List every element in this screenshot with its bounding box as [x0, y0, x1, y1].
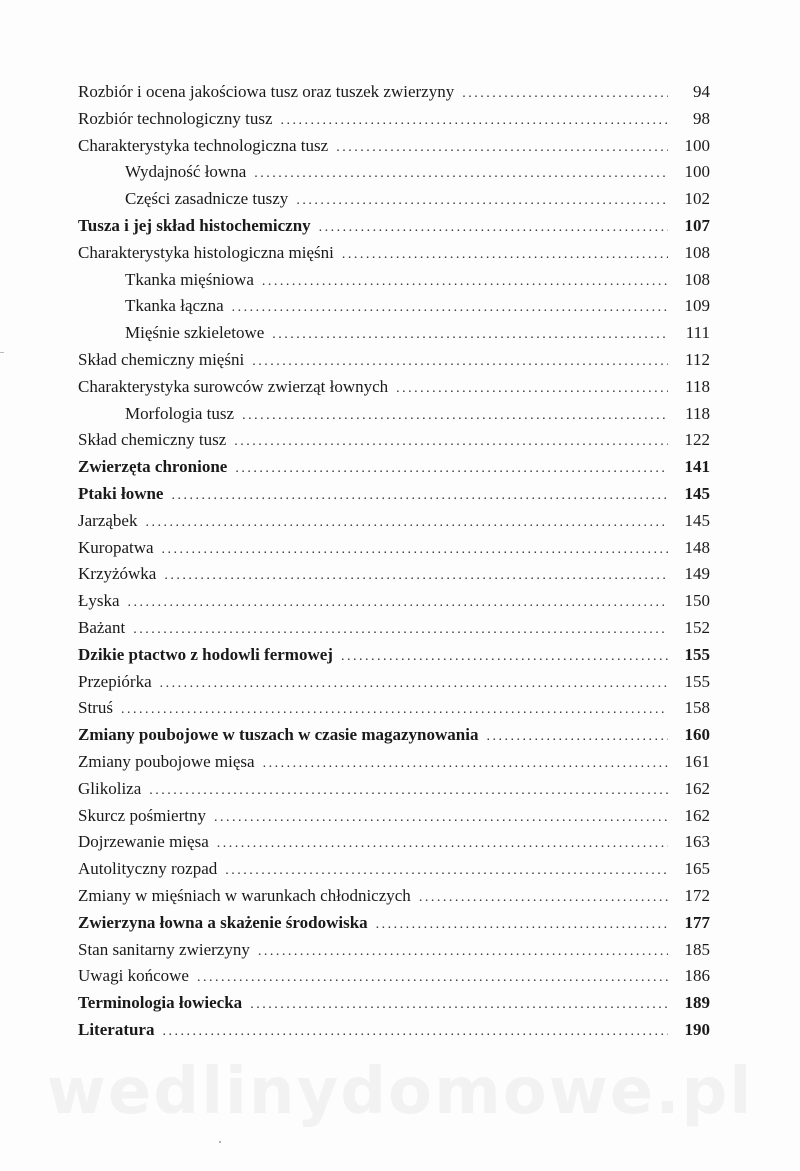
dot-leader [234, 432, 668, 452]
toc-entry-page-number: 152 [684, 617, 710, 637]
toc-entry-page-number: 145 [684, 483, 710, 503]
dot-leader [263, 754, 668, 774]
paper-speck [219, 1141, 221, 1143]
toc-entry [78, 79, 710, 106]
toc-entry-page-number: 108 [684, 269, 710, 289]
toc-entry [78, 776, 710, 803]
toc-entry-page-number: 189 [684, 993, 710, 1013]
toc-entry [78, 695, 710, 722]
dot-leader [225, 861, 668, 881]
toc-entry [78, 963, 710, 990]
toc-entry [78, 293, 710, 320]
toc-entry-title: Zwierzyna łowna a skażenie środowiska [78, 912, 368, 932]
watermark [0, 1055, 800, 1129]
toc-entry-page-number: 162 [684, 805, 710, 825]
toc-entry-page-number: 102 [684, 189, 710, 209]
dot-leader [160, 674, 668, 694]
toc-entry-page-number: 155 [684, 671, 710, 691]
toc-entry [78, 186, 710, 213]
dot-leader [272, 325, 668, 345]
toc-entry-page-number: 94 [693, 82, 710, 101]
toc-entry-page-number: 165 [684, 859, 710, 879]
toc-entry-title: Zmiany w mięśniach w warunkach chłodniczych [78, 885, 411, 905]
toc-entry-page-number: 141 [684, 457, 710, 477]
toc-entry-page-number: 155 [684, 644, 710, 664]
toc-entry-title: Skurcz pośmiertny [78, 805, 206, 825]
dot-leader [252, 352, 668, 372]
dot-leader [486, 727, 668, 747]
dot-leader [121, 700, 668, 720]
toc-entry-title: Glikoliza [78, 778, 142, 798]
toc-entry [78, 910, 710, 937]
dot-leader [396, 379, 668, 399]
toc-entry-title: Struś [78, 698, 113, 718]
toc-entry-title: Skład chemiczny mięśni [78, 349, 245, 369]
dot-leader [296, 191, 668, 211]
toc-entry-title: Zwierzęta chronione [78, 457, 228, 477]
dot-leader [162, 540, 668, 560]
toc-entry [78, 856, 710, 883]
dot-leader [145, 513, 668, 533]
toc-entry [78, 642, 710, 669]
dot-leader [262, 272, 668, 292]
toc-entry-page-number: 190 [684, 1019, 710, 1039]
table-of-contents [78, 79, 710, 1044]
toc-entry-page-number: 98 [693, 108, 710, 128]
dot-leader [171, 486, 668, 506]
toc-entry-page-number: 148 [684, 537, 710, 557]
toc-entry-page-number: 112 [685, 349, 710, 369]
toc-entry [78, 508, 710, 535]
toc-entry-page-number: 100 [684, 162, 710, 182]
toc-entry [78, 561, 710, 588]
toc-entry [78, 937, 710, 964]
toc-entry-page-number: 109 [684, 296, 710, 316]
toc-entry [78, 401, 710, 428]
dot-leader [336, 138, 668, 158]
toc-entry-page-number: 177 [684, 912, 710, 932]
toc-entry-title: Zmiany poubojowe w tuszach w czasie magazynowania [78, 725, 479, 745]
dot-leader [162, 1022, 668, 1042]
dot-leader [462, 84, 668, 104]
toc-entry [78, 106, 710, 133]
toc-entry [78, 588, 710, 615]
dot-leader [342, 245, 668, 265]
toc-entry-title: Autolityczny rozpad [78, 859, 218, 879]
dot-leader [376, 915, 668, 935]
toc-entry-title: Ptaki łowne [78, 483, 164, 503]
toc-entry [78, 427, 710, 454]
toc-entry-page-number: 108 [684, 242, 710, 262]
toc-entry-page-number: 149 [684, 564, 710, 584]
toc-entry-title: Łyska [78, 591, 120, 611]
toc-entry-title: Przepiórka [78, 671, 152, 691]
toc-entry-title: Charakterystyka technologiczna tusz [78, 135, 329, 155]
dot-leader [133, 620, 668, 640]
toc-entry [78, 320, 710, 347]
toc-entry-page-number: 162 [684, 778, 710, 798]
dot-leader [149, 781, 668, 801]
toc-entry-page-number: 160 [684, 725, 710, 745]
toc-entry [78, 829, 710, 856]
toc-entry [78, 240, 710, 267]
toc-entry [78, 267, 710, 294]
toc-entry-title: Tkanka łączna [125, 296, 224, 316]
toc-entry-page-number: 158 [684, 698, 710, 718]
toc-entry-page-number: 111 [685, 323, 710, 343]
dot-leader [419, 888, 668, 908]
toc-entry-page-number: 150 [684, 591, 710, 611]
toc-entry-page-number: 172 [684, 885, 710, 905]
toc-entry-title: Stan sanitarny zwierzyny [78, 939, 250, 959]
toc-entry [78, 347, 710, 374]
toc-entry-title: Wydajność łowna [125, 162, 247, 182]
toc-entry-page-number: 145 [684, 510, 710, 530]
toc-entry-title: Rozbiór technologiczny tusz [78, 108, 273, 128]
toc-entry-page-number: 163 [684, 832, 710, 852]
dot-leader [197, 968, 668, 988]
dot-leader [217, 834, 668, 854]
toc-entry-title: Tkanka mięśniowa [125, 269, 254, 289]
toc-entry-title: Rozbiór i ocena jakościowa tusz oraz tuszek zwierzyny [78, 82, 455, 101]
dot-leader [341, 647, 668, 667]
dot-leader [281, 111, 668, 131]
toc-entry [78, 883, 710, 910]
toc-entry-title: Kuropatwa [78, 537, 154, 557]
dot-leader [319, 218, 668, 238]
dot-leader [232, 298, 668, 318]
dot-leader [250, 995, 668, 1015]
toc-entry-page-number: 100 [684, 135, 710, 155]
toc-entry-title: Mięśnie szkieletowe [125, 323, 265, 343]
toc-entry-page-number: 107 [684, 215, 710, 235]
toc-entry [78, 990, 710, 1017]
toc-entry-page-number: 118 [685, 376, 710, 396]
toc-entry-title: Dojrzewanie mięsa [78, 832, 209, 852]
toc-entry [78, 481, 710, 508]
toc-entry-page-number: 185 [684, 939, 710, 959]
toc-entry [78, 803, 710, 830]
binding-mark [0, 352, 4, 353]
toc-entry [78, 133, 710, 160]
toc-entry-title: Bażant [78, 617, 126, 637]
toc-entry-page-number: 118 [685, 403, 710, 423]
dot-leader [254, 164, 668, 184]
dot-leader [214, 808, 668, 828]
toc-entry-title: Tusza i jej skład histochemiczny [78, 215, 311, 235]
toc-entry [78, 213, 710, 240]
toc-entry-page-number: 186 [684, 966, 710, 986]
toc-entry-title: Jarząbek [78, 510, 138, 530]
toc-entry-title: Skład chemiczny tusz [78, 430, 227, 450]
toc-entry-page-number: 122 [684, 430, 710, 450]
dot-leader [242, 406, 668, 426]
toc-entry-title: Dzikie ptactwo z hodowli fermowej [78, 644, 333, 664]
dot-leader [258, 942, 668, 962]
toc-entry-title: Części zasadnicze tuszy [125, 189, 289, 209]
toc-entry-title: Krzyżówka [78, 564, 157, 584]
toc-entry [78, 1017, 710, 1044]
toc-entry-page-number: 161 [684, 751, 710, 771]
toc-entry [78, 535, 710, 562]
dot-leader [128, 593, 668, 613]
toc-entry [78, 159, 710, 186]
toc-entry [78, 374, 710, 401]
toc-entry [78, 722, 710, 749]
toc-entry-title: Uwagi końcowe [78, 966, 189, 986]
toc-entry-title: Literatura [78, 1019, 155, 1039]
toc-entry [78, 669, 710, 696]
dot-leader [235, 459, 668, 479]
toc-entry-title: Zmiany poubojowe mięsa [78, 751, 255, 771]
toc-entry [78, 749, 710, 776]
toc-entry [78, 454, 710, 481]
dot-leader [164, 566, 668, 586]
toc-entry-title: Morfologia tusz [125, 403, 235, 423]
toc-entry [78, 615, 710, 642]
toc-entry-title: Charakterystyka histologiczna mięśni [78, 242, 334, 262]
toc-entry-title: Terminologia łowiecka [78, 993, 243, 1013]
toc-entry-title: Charakterystyka surowców zwierząt łownych [78, 376, 389, 396]
